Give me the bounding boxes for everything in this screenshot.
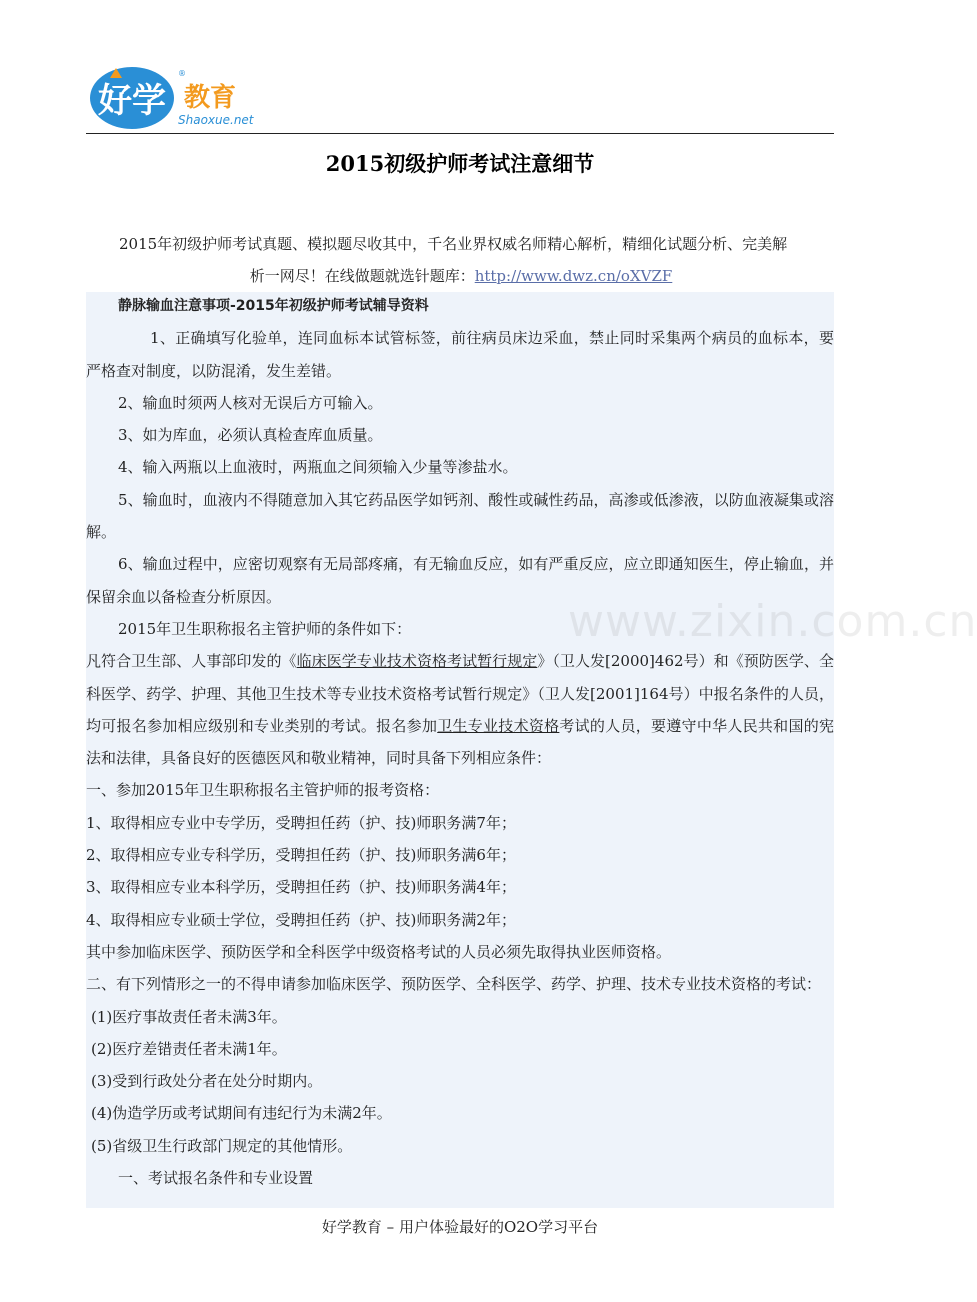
intro-line-2 (86, 260, 836, 292)
list-item: 3、如为库血，必须认真检查库血质量。 (118, 426, 383, 445)
logo-main-text: 好学 (98, 81, 166, 121)
logo-sub-text: 教育 (184, 83, 237, 113)
qualification-item: 1、取得相应专业中专学历，受聘担任药（护、技)师职务满7年； (86, 813, 516, 832)
para-text-a: 凡符合卫生部、人事部印发的《 (86, 652, 297, 671)
exclusion-item: (2)医疗差错责任者未满1年。 (91, 1039, 287, 1058)
qualification-item: 3、取得相应专业本科学历，受聘担任药（护、技)师职务满4年； (86, 878, 516, 897)
list-item: 1、正确填写化验单，连同血标本试管标签，前往病员床边采血，禁止同时采集两个病员的血标本，要严格查对制度，以防混淆，发生差错。 (86, 329, 834, 380)
section-one-title: 一、参加2015年卫生职称报名主管护师的报考资格： (86, 781, 440, 800)
logo-url-text: Shaoxue.net (178, 113, 254, 127)
regulation-link[interactable]: 临床医学专业技术资格考试暂行规定 (296, 652, 538, 671)
conditions-paragraph (86, 645, 834, 774)
page-title: 2015初级护师考试注意细节 (325, 151, 595, 176)
exclusion-item: (1)医疗事故责任者未满3年。 (91, 1007, 287, 1026)
intro-line-1: 2015年初级护师考试真题、模拟题尽收其中，千名业界权威名师精心解析，精细化试题分析、完美解 (119, 235, 788, 253)
exclusion-item: (3)受到行政处分者在处分时期内。 (91, 1072, 323, 1091)
page-footer: 好学教育 – 用户体验最好的O2O学习平台 (321, 1218, 599, 1236)
list-item: 6、输血过程中，应密切观察有无局部疼痛，有无输血反应，如有严重反应，应立即通知医生，停止输血，并保留余血以备检查分析原因。 (86, 555, 834, 606)
section-heading: 静脉输血注意事项-2015年初级护师考试辅导资料 (118, 298, 429, 314)
exclusion-item: (5)省级卫生行政部门规定的其他情形。 (91, 1136, 353, 1155)
qualification-item: 4、取得相应专业硕士学位，受聘担任药（护、技)师职务满2年； (86, 910, 516, 929)
brand-logo (86, 62, 286, 138)
exclusion-item: (4)伪造学历或考试期间有违纪行为未满2年。 (91, 1104, 392, 1123)
list-item: 4、输入两瓶以上血液时，两瓶血之间须输入少量等渗盐水。 (118, 458, 518, 477)
intro-line-2-text: 析一网尽！在线做题就选针题库： (249, 267, 475, 285)
para-text-c: 》（卫人发[2000]462号）和《预防医学、全科医学、药学、护理、其他卫生技术等专业技术资格考试暂行规定》（卫人发[2001]164号）中报名条件的人员，均可报名参加相应级别和专业类别的考试。报名参加 (86, 652, 834, 735)
logo-registered-mark: ® (178, 69, 186, 78)
qualification-note: 其中参加临床医学、预防医学和全科医学中级资格考试的人员必须先取得执业医师资格。 (86, 942, 672, 961)
question-bank-link[interactable]: http://www.dwz.cn/oXVZF (474, 267, 673, 285)
section-two-title: 二、有下列情形之一的不得申请参加临床医学、预防医学、全科医学、药学、护理、技术专业技术资格的考试： (86, 975, 822, 994)
next-section-title: 一、考试报名条件和专业设置 (118, 1169, 314, 1188)
intro-block (86, 228, 836, 292)
qualification-item: 2、取得相应专业专科学历，受聘担任药（护、技)师职务满6年； (86, 846, 516, 865)
list-item: 2、输血时须两人核对无误后方可输入。 (118, 393, 383, 412)
watermark: www.zixin.com.cn (568, 596, 977, 647)
para-text-e: 考试的人员，要遵守中华人民共和国的宪法和法律，具备良好的医德医风和敬业精神，同时具备下列相应条件： (86, 716, 834, 768)
qualification-link[interactable]: 卫生专业技术资格 (437, 716, 560, 735)
conditions-title: 2015年卫生职称报名主管护师的条件如下： (118, 619, 412, 638)
header-divider (86, 133, 834, 134)
article-body (86, 290, 834, 1194)
list-item: 5、输血时，血液内不得随意加入其它药品医学如钙剂、酸性或碱性药品，高渗或低渗液，以防血液凝集或溶解。 (86, 490, 834, 542)
